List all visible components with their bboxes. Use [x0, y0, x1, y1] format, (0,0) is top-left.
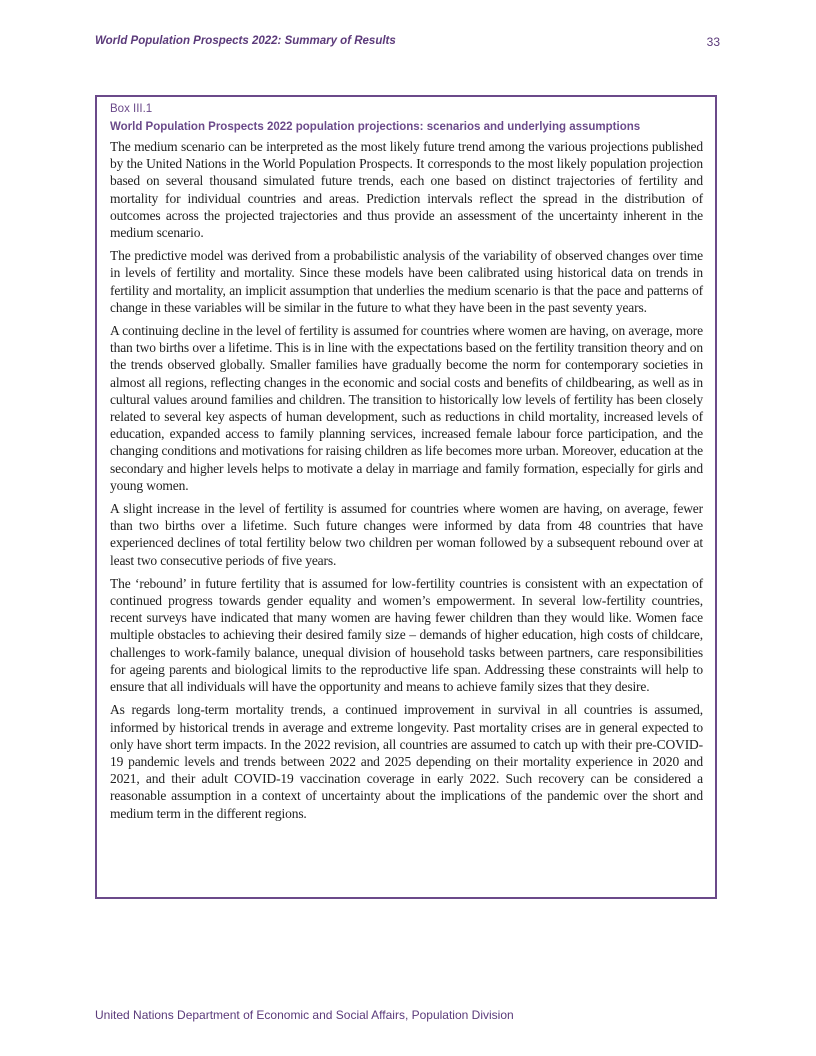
- box-panel: [95, 95, 717, 899]
- paragraph-fertility-increase: A slight increase in the level of fertility is assumed for countries where women are having, on average, fewer than two births over a lifetime. Such future changes were informed by data from 48 countries that have experienced declines of total fertility below two children per woman followed by a subsequent rebound over at least two consecutive periods of five years.: [110, 501, 703, 568]
- footer-publisher: United Nations Department of Economic and Social Affairs, Population Division: [95, 1008, 514, 1022]
- paragraph-fertility-rebound: The ‘rebound’ in future fertility that is assumed for low-fertility countries is consistent with an expectation of continued progress towards gender equality and women’s empowerment. In several low-fertility countries, recent surveys have indicated that many women are having fewer children than they would like. Women face multiple obstacles to achieving their desired family size – demands of higher education, high costs of childcare, challenges to work-family balance, unequal division of household tasks between partners, care responsibilities for ageing parents and biological limits to the reproductive life span. Addressing these constraints will help to ensure that all individuals will have the opportunity and means to achieve family sizes that they desire.: [110, 575, 703, 695]
- box-title: World Population Prospects 2022 population projections: scenarios and underlying assumptions: [110, 121, 641, 133]
- running-title: World Population Prospects 2022: Summary of Results: [95, 35, 396, 47]
- page-number: 33: [706, 35, 720, 49]
- paragraph-medium-scenario: The medium scenario can be interpreted as the most likely future trend among the various projections published by the United Nations in the World Population Prospects. It corresponds to the most likely population projection based on several thousand simulated future trends, each one based on distinct trajectories of fertility and mortality for individual countries and areas. Prediction intervals reflect the spread in the distribution of outcomes across the projected trajectories and thus provide an assessment of the uncertainty inherent in the medium scenario.: [110, 139, 703, 241]
- paragraph-mortality-trends: As regards long-term mortality trends, a continued improvement in survival in all countries is assumed, informed by historical trends in average and extreme longevity. Past mortality crises are in general expected to only have short term impacts. In the 2022 revision, all countries are assumed to catch up with their pre-COVID-19 pandemic levels and trends between 2022 and 2025 depending on their mortality experience in 2020 and 2021, and their adult COVID-19 vaccination coverage in early 2022. Such recovery can be considered a reasonable assumption in a context of uncertainty about the implications of the pandemic over the short and medium term in the different regions.: [110, 702, 703, 821]
- paragraph-predictive-model: The predictive model was derived from a probabilistic analysis of the variability of observed changes over time in levels of fertility and mortality. Since these models have been calibrated using historical data on trends in fertility and mortality, an implicit assumption that underlies the medium scenario is that the pace and patterns of change in these variables will be similar in the future to what they have been in the past seventy years.: [110, 248, 703, 315]
- box-label: Box III.1: [110, 103, 153, 115]
- paragraph-fertility-decline: A continuing decline in the level of fertility is assumed for countries where women are having, on average, more than two births over a lifetime. This is in line with the expectations based on the fertility transition theory and on the trends observed globally. Smaller families have gradually become the norm for contemporary societies in almost all regions, reflecting changes in the economic and social costs and benefits of childbearing, as well as in cultural values around families and children. The transition to historically low levels of fertility has been closely related to several key aspects of human development, such as reductions in child mortality, increased levels of education, expanded access to family planning services, increased female labour force participation, and the changing conditions and motivations for raising children as life becomes more urban. Moreover, education at the secondary and higher levels helps to motivate a delay in marriage and family formation, especially for girls and young women.: [110, 323, 703, 493]
